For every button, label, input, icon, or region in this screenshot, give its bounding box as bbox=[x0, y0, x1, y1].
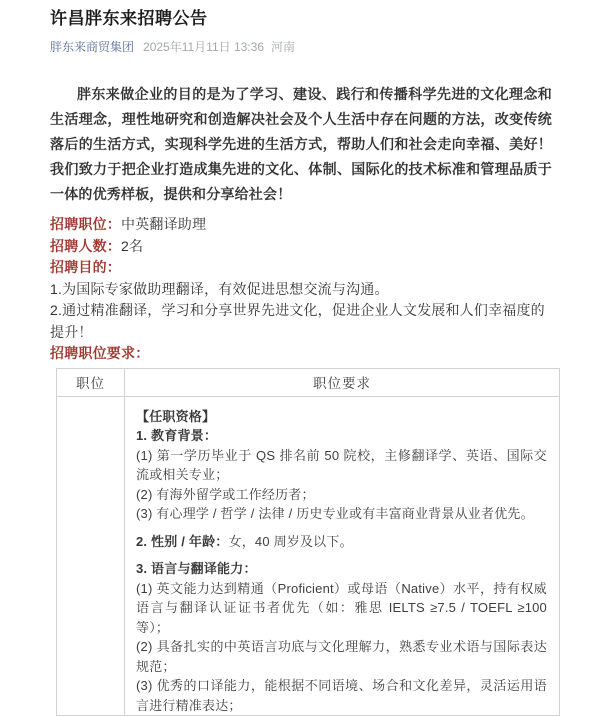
language-item-3: (3) 优秀的口译能力，能根据不同语境、场合和文化差异，灵活运用语言进行精准表达； bbox=[136, 676, 547, 715]
table-body-row bbox=[57, 396, 560, 716]
field-headcount-label: 招聘人数： bbox=[50, 238, 121, 254]
group-education-heading: 1. 教育背景： bbox=[136, 426, 547, 446]
education-item-2: (2) 有海外留学或工作经历者； bbox=[136, 485, 547, 505]
education-item-1: (1) 第一学历毕业于 QS 排名前 50 院校，主修翻译学、英语、国际交流或相关专业； bbox=[136, 446, 547, 485]
field-headcount bbox=[50, 236, 552, 258]
article-meta bbox=[50, 39, 552, 55]
intro-paragraph: 胖东来做企业的目的是为了学习、建设、践行和传播科学先进的文化理念和生活理念，理性地研究和创造解决社会及个人生活中存在问题的方法，改变传统落后的生活方式，实现科学先进的生活方式，帮助人们和社会走向幸福、美好！我们致力于把企业打造成集先进的文化、体制、国际化的技术标准和管理品质于一体的优秀样板，提供和分享给社会！ bbox=[50, 82, 552, 207]
publish-location: 河南 bbox=[271, 39, 295, 55]
group-language-heading: 3. 语言与翻译能力： bbox=[136, 559, 547, 579]
field-position bbox=[50, 214, 552, 236]
header-position: 职位 bbox=[57, 368, 125, 396]
language-item-2: (2) 具备扎实的中英语言功底与文化理解力，熟悉专业术语与国际表达规范； bbox=[136, 637, 547, 676]
requirements-heading bbox=[50, 343, 552, 365]
table-header-row bbox=[57, 368, 560, 396]
group-gender-age: 2. 性别 / 年龄：女，40 周岁及以下。 bbox=[136, 532, 547, 552]
field-purpose-label: 招聘目的： bbox=[50, 259, 121, 275]
language-item-1: (1) 英文能力达到精通（Proficient）或母语（Native）水平，持有权威语言与翻译认证证书者优先（如：雅思 IELTS ≥7.5 / TOEFL ≥100 等）； bbox=[136, 579, 547, 638]
page-title: 许昌胖东来招聘公告 bbox=[50, 7, 552, 31]
header-requirements: 职位要求 bbox=[125, 368, 560, 396]
publish-datetime: 2025年11月11日 13:36 bbox=[143, 39, 264, 55]
purpose-item-2: 2.通过精准翻译，学习和分享世界先进文化，促进企业人文发展和人们幸福度的提升！ bbox=[50, 300, 552, 343]
requirements-heading-label: 招聘职位要求： bbox=[50, 345, 149, 361]
account-link[interactable]: 胖东来商贸集团 bbox=[50, 39, 134, 55]
position-cell bbox=[57, 396, 125, 716]
field-headcount-value: 2名 bbox=[121, 238, 143, 254]
requirements-cell bbox=[125, 396, 560, 716]
field-purpose bbox=[50, 257, 552, 279]
recruit-fields bbox=[50, 214, 552, 365]
field-position-label: 招聘职位： bbox=[50, 216, 121, 232]
field-position-value: 中英翻译助理 bbox=[121, 216, 206, 232]
requirements-table bbox=[56, 368, 560, 716]
qualification-section-title: 【任职资格】 bbox=[136, 407, 547, 427]
purpose-item-1: 1.为国际专家做助理翻译，有效促进思想交流与沟通。 bbox=[50, 279, 552, 301]
education-item-3: (3) 有心理学 / 哲学 / 法律 / 历史专业或有丰富商业背景从业者优先。 bbox=[136, 504, 547, 524]
